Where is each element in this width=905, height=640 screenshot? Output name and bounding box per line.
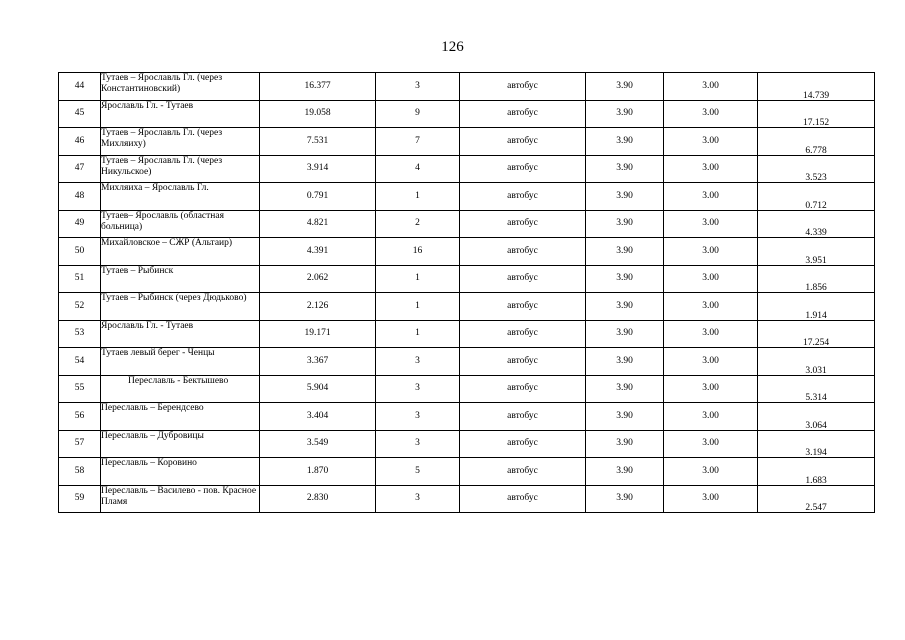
total-cell: 1.914	[758, 293, 875, 321]
table-row	[59, 375, 875, 403]
table-row	[59, 430, 875, 458]
route-length-cell: 3.404	[260, 403, 376, 431]
route-quantity-cell: 1	[376, 293, 460, 321]
total-cell: 17.254	[758, 320, 875, 348]
route-length-cell: 19.058	[260, 100, 376, 128]
route-length-cell: 4.821	[260, 210, 376, 238]
route-quantity-cell: 5	[376, 458, 460, 486]
routes-table-body	[59, 73, 875, 513]
value-b-cell: 3.00	[664, 348, 758, 376]
route-name-cell: Переславль - Бектышево	[101, 375, 260, 403]
route-name-cell: Ярославль Гл. - Тутаев	[101, 100, 260, 128]
value-a-cell: 3.90	[586, 128, 664, 156]
vehicle-type-cell: автобус	[460, 100, 586, 128]
route-quantity-cell: 1	[376, 320, 460, 348]
route-name-cell: Тутаев – Рыбинск (через Дюдьково)	[101, 293, 260, 321]
value-b-cell: 3.00	[664, 293, 758, 321]
total-cell: 3.523	[758, 155, 875, 183]
total-cell: 17.152	[758, 100, 875, 128]
route-name-cell: Тутаев – Ярославль Гл. (через Никульское)	[101, 155, 260, 183]
route-quantity-cell: 3	[376, 430, 460, 458]
route-quantity-cell: 3	[376, 73, 460, 101]
route-length-cell: 4.391	[260, 238, 376, 266]
route-length-cell: 7.531	[260, 128, 376, 156]
route-quantity-cell: 2	[376, 210, 460, 238]
route-quantity-cell: 7	[376, 128, 460, 156]
value-b-cell: 3.00	[664, 73, 758, 101]
route-name-cell: Переславль – Дубровицы	[101, 430, 260, 458]
route-length-cell: 1.870	[260, 458, 376, 486]
route-name-cell: Ярославль Гл. - Тутаев	[101, 320, 260, 348]
vehicle-type-cell: автобус	[460, 155, 586, 183]
total-cell: 3.951	[758, 238, 875, 266]
value-a-cell: 3.90	[586, 100, 664, 128]
total-cell: 0.712	[758, 183, 875, 211]
route-quantity-cell: 9	[376, 100, 460, 128]
vehicle-type-cell: автобус	[460, 73, 586, 101]
table-row	[59, 485, 875, 513]
value-a-cell: 3.90	[586, 375, 664, 403]
value-b-cell: 3.00	[664, 210, 758, 238]
vehicle-type-cell: автобус	[460, 128, 586, 156]
route-name-cell: Переславль – Берендсево	[101, 403, 260, 431]
route-number-cell: 45	[59, 100, 101, 128]
table-row	[59, 320, 875, 348]
route-number-cell: 56	[59, 403, 101, 431]
route-number-cell: 54	[59, 348, 101, 376]
value-b-cell: 3.00	[664, 430, 758, 458]
value-a-cell: 3.90	[586, 155, 664, 183]
value-b-cell: 3.00	[664, 375, 758, 403]
value-a-cell: 3.90	[586, 210, 664, 238]
value-b-cell: 3.00	[664, 485, 758, 513]
route-length-cell: 19.171	[260, 320, 376, 348]
table-row	[59, 348, 875, 376]
vehicle-type-cell: автобус	[460, 375, 586, 403]
value-a-cell: 3.90	[586, 403, 664, 431]
total-cell: 3.064	[758, 403, 875, 431]
value-b-cell: 3.00	[664, 265, 758, 293]
value-b-cell: 3.00	[664, 458, 758, 486]
route-quantity-cell: 4	[376, 155, 460, 183]
route-number-cell: 58	[59, 458, 101, 486]
table-row	[59, 128, 875, 156]
total-cell: 6.778	[758, 128, 875, 156]
route-quantity-cell: 3	[376, 485, 460, 513]
route-name-cell: Тутаев – Ярославль Гл. (через Михляиху)	[101, 128, 260, 156]
value-a-cell: 3.90	[586, 430, 664, 458]
route-length-cell: 16.377	[260, 73, 376, 101]
table-row	[59, 210, 875, 238]
route-length-cell: 2.062	[260, 265, 376, 293]
value-b-cell: 3.00	[664, 128, 758, 156]
route-length-cell: 2.126	[260, 293, 376, 321]
route-number-cell: 50	[59, 238, 101, 266]
value-a-cell: 3.90	[586, 458, 664, 486]
total-cell: 1.683	[758, 458, 875, 486]
vehicle-type-cell: автобус	[460, 265, 586, 293]
vehicle-type-cell: автобус	[460, 293, 586, 321]
total-cell: 2.547	[758, 485, 875, 513]
value-b-cell: 3.00	[664, 320, 758, 348]
table-row	[59, 73, 875, 101]
route-number-cell: 44	[59, 73, 101, 101]
route-number-cell: 49	[59, 210, 101, 238]
route-number-cell: 55	[59, 375, 101, 403]
vehicle-type-cell: автобус	[460, 430, 586, 458]
route-name-cell: Переславль – Коровино	[101, 458, 260, 486]
routes-table	[58, 72, 875, 513]
route-number-cell: 52	[59, 293, 101, 321]
route-number-cell: 59	[59, 485, 101, 513]
value-a-cell: 3.90	[586, 348, 664, 376]
route-name-cell: Тутаев– Ярославль (областная больница)	[101, 210, 260, 238]
value-a-cell: 3.90	[586, 320, 664, 348]
route-length-cell: 3.549	[260, 430, 376, 458]
route-number-cell: 51	[59, 265, 101, 293]
total-cell: 3.031	[758, 348, 875, 376]
route-length-cell: 3.367	[260, 348, 376, 376]
table-row	[59, 100, 875, 128]
value-a-cell: 3.90	[586, 183, 664, 211]
route-quantity-cell: 1	[376, 265, 460, 293]
vehicle-type-cell: автобус	[460, 485, 586, 513]
total-cell: 1.856	[758, 265, 875, 293]
route-number-cell: 47	[59, 155, 101, 183]
route-quantity-cell: 16	[376, 238, 460, 266]
route-quantity-cell: 3	[376, 375, 460, 403]
value-b-cell: 3.00	[664, 238, 758, 266]
table-row	[59, 403, 875, 431]
value-a-cell: 3.90	[586, 485, 664, 513]
route-name-cell: Тутаев левый берег - Ченцы	[101, 348, 260, 376]
route-number-cell: 46	[59, 128, 101, 156]
total-cell: 14.739	[758, 73, 875, 101]
route-length-cell: 2.830	[260, 485, 376, 513]
page-number: 126	[441, 39, 464, 55]
value-a-cell: 3.90	[586, 238, 664, 266]
total-cell: 3.194	[758, 430, 875, 458]
table-row	[59, 293, 875, 321]
value-a-cell: 3.90	[586, 293, 664, 321]
table-row	[59, 183, 875, 211]
vehicle-type-cell: автобус	[460, 210, 586, 238]
total-cell: 4.339	[758, 210, 875, 238]
route-quantity-cell: 1	[376, 183, 460, 211]
route-quantity-cell: 3	[376, 403, 460, 431]
value-b-cell: 3.00	[664, 183, 758, 211]
value-a-cell: 3.90	[586, 265, 664, 293]
table-row	[59, 458, 875, 486]
vehicle-type-cell: автобус	[460, 238, 586, 266]
table-row	[59, 238, 875, 266]
vehicle-type-cell: автобус	[460, 320, 586, 348]
table-row	[59, 155, 875, 183]
route-name-cell: Михляиха – Ярославль Гл.	[101, 183, 260, 211]
value-b-cell: 3.00	[664, 155, 758, 183]
route-name-cell: Тутаев – Рыбинск	[101, 265, 260, 293]
route-number-cell: 57	[59, 430, 101, 458]
value-a-cell: 3.90	[586, 73, 664, 101]
vehicle-type-cell: автобус	[460, 183, 586, 211]
route-length-cell: 0.791	[260, 183, 376, 211]
vehicle-type-cell: автобус	[460, 403, 586, 431]
route-name-cell: Тутаев – Ярославль Гл. (через Константиновский)	[101, 73, 260, 101]
value-b-cell: 3.00	[664, 100, 758, 128]
route-number-cell: 48	[59, 183, 101, 211]
vehicle-type-cell: автобус	[460, 348, 586, 376]
route-name-cell: Переславль – Василево - пов. Красное Пламя	[101, 485, 260, 513]
value-b-cell: 3.00	[664, 403, 758, 431]
table-row	[59, 265, 875, 293]
vehicle-type-cell: автобус	[460, 458, 586, 486]
route-length-cell: 3.914	[260, 155, 376, 183]
route-number-cell: 53	[59, 320, 101, 348]
total-cell: 5.314	[758, 375, 875, 403]
route-name-cell: Михайловское – СЖР (Альтаир)	[101, 238, 260, 266]
route-quantity-cell: 3	[376, 348, 460, 376]
route-length-cell: 5.904	[260, 375, 376, 403]
